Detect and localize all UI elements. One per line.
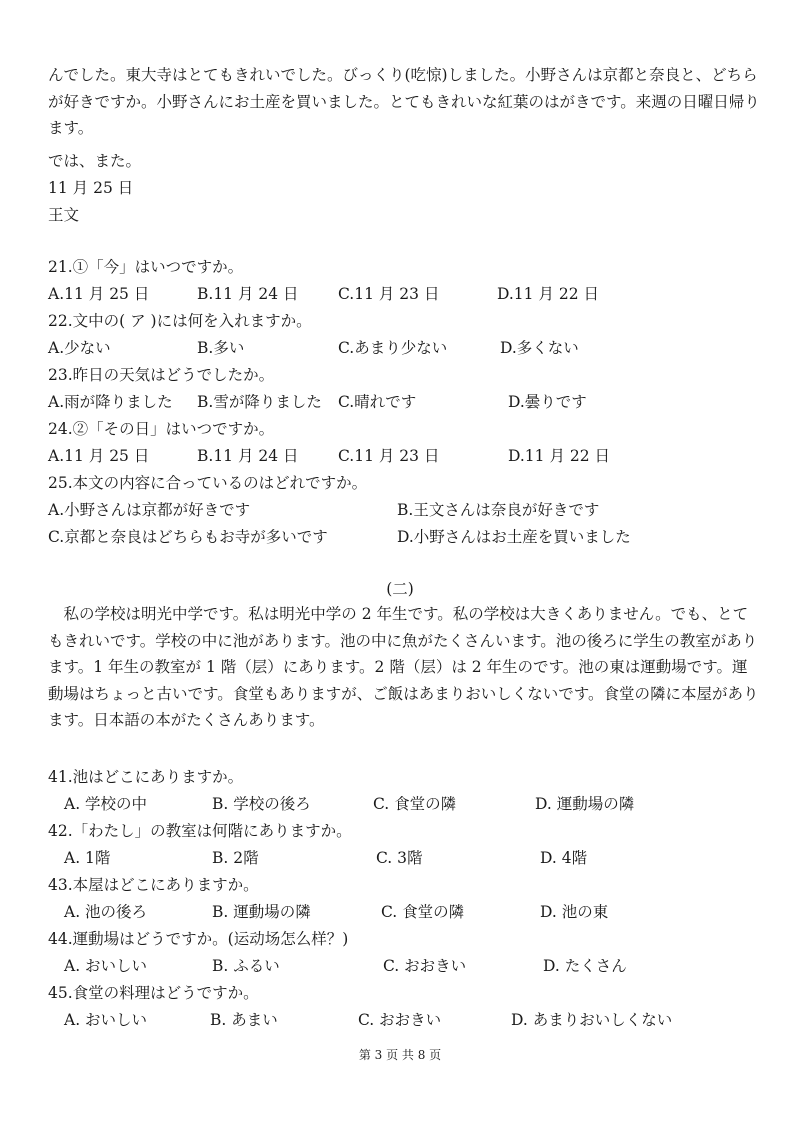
question-44-option-c[interactable]: C. おおきい — [383, 957, 467, 975]
question-42-option-a[interactable]: A. 1階 — [64, 849, 111, 867]
question-41-option-b[interactable]: B. 学校の後ろ — [212, 795, 311, 813]
question-21-option-c[interactable]: C.11 月 23 日 — [338, 285, 440, 303]
question-41-option-a[interactable]: A. 学校の中 — [64, 795, 148, 813]
question-23-option-b[interactable]: B.雪が降りました — [197, 393, 322, 411]
question-45-option-b[interactable]: B. あまい — [210, 1011, 278, 1029]
question-21-option-b[interactable]: B.11 月 24 日 — [197, 285, 299, 303]
question-22-option-b[interactable]: B.多い — [197, 339, 245, 357]
question-23-option-a[interactable]: A.雨が降りました — [48, 393, 173, 411]
question-42-option-c[interactable]: C. 3階 — [376, 849, 423, 867]
question-45-option-a[interactable]: A. おいしい — [64, 1011, 148, 1029]
question-25-option-c[interactable]: C.京都と奈良はどちらもお寺が多いです — [48, 528, 328, 546]
question-41-option-c[interactable]: C. 食堂の隣 — [373, 795, 457, 813]
letter-date: 11 月 25 日 — [48, 179, 134, 197]
question-23-option-c[interactable]: C.晴れです — [338, 393, 417, 411]
question-22-option-a[interactable]: A.少ない — [48, 339, 111, 357]
question-41: 41.池はどこにありますか。 — [48, 768, 244, 786]
reading-passage: 私の学校は明光中学です。私は明光中学の 2 年生です。私の学校は大きくありません。でも、とてもきれいです。学校の中に池があります。池の中に魚がたくさんいます。池の後ろに学生の教室があります。1 年生の教室が 1 階（层）にあります。2 階（层）は 2 年生のです。池の東は運動場です。運動場はちょっと古いです。食堂もありますが、ご飯はあまりおいしくないです。食堂の隣に本屋があります。日本語の本がたくさんあります。 — [48, 605, 759, 729]
question-22-option-d[interactable]: D.多くない — [500, 339, 579, 357]
question-44-option-b[interactable]: B. ふるい — [212, 957, 280, 975]
question-23-option-d[interactable]: D.曇りです — [508, 393, 587, 411]
question-41-option-d[interactable]: D. 運動場の隣 — [535, 795, 635, 813]
question-43: 43.本屋はどこにありますか。 — [48, 876, 259, 894]
page-number: 第 3 页 共 8 页 — [358, 1048, 442, 1062]
question-45-option-d[interactable]: D. あまりおいしくない — [511, 1011, 673, 1029]
question-24-option-a[interactable]: A.11 月 25 日 — [48, 447, 150, 465]
question-45-option-c[interactable]: C. おおきい — [358, 1011, 442, 1029]
question-44: 44.運動場はどうですか。(运动场怎么样？) — [48, 930, 349, 948]
question-45: 45.食堂の料理はどうですか。 — [48, 984, 259, 1002]
question-25-option-d[interactable]: D.小野さんはお土産を買いました — [397, 528, 631, 546]
question-42: 42.「わたし」の教室は何階にありますか。 — [48, 822, 352, 840]
question-22: 22.文中の( ア )には何を入れますか。 — [48, 312, 312, 330]
section-heading: (二) — [386, 580, 414, 598]
question-43-option-a[interactable]: A. 池の後ろ — [64, 903, 148, 921]
letter-closing: では、また。 — [48, 152, 142, 170]
question-23: 23.昨日の天気はどうでしたか。 — [48, 366, 275, 384]
question-21: 21.①「今」はいつですか。 — [48, 258, 244, 276]
question-24-option-d[interactable]: D.11 月 22 日 — [508, 447, 611, 465]
letter-paragraph: んでした。東大寺はとてもきれいでした。びっくり(吃惊)しました。小野さんは京都と奈良と、どちらが好きですか。小野さんにお土産を買いました。とてもきれいな紅葉のはがきです。来週の日曜日帰ります。 — [48, 66, 760, 137]
question-44-option-d[interactable]: D. たくさん — [543, 957, 627, 975]
question-25-option-b[interactable]: B.王文さんは奈良が好きです — [397, 501, 600, 519]
question-25-option-a[interactable]: A.小野さんは京都が好きです — [48, 501, 251, 519]
question-43-option-b[interactable]: B. 運動場の隣 — [212, 903, 311, 921]
question-21-option-a[interactable]: A.11 月 25 日 — [48, 285, 150, 303]
question-24-option-c[interactable]: C.11 月 23 日 — [338, 447, 440, 465]
question-43-option-d[interactable]: D. 池の東 — [540, 903, 609, 921]
question-43-option-c[interactable]: C. 食堂の隣 — [381, 903, 465, 921]
letter-signature: 王文 — [48, 206, 80, 224]
question-42-option-d[interactable]: D. 4階 — [540, 849, 588, 867]
question-22-option-c[interactable]: C.あまり少ない — [338, 339, 448, 357]
question-24-option-b[interactable]: B.11 月 24 日 — [197, 447, 299, 465]
question-25: 25.本文の内容に合っているのはどれですか。 — [48, 474, 368, 492]
question-42-option-b[interactable]: B. 2階 — [212, 849, 259, 867]
question-21-option-d[interactable]: D.11 月 22 日 — [497, 285, 600, 303]
question-44-option-a[interactable]: A. おいしい — [64, 957, 148, 975]
question-24: 24.②「その日」はいつですか。 — [48, 420, 275, 438]
